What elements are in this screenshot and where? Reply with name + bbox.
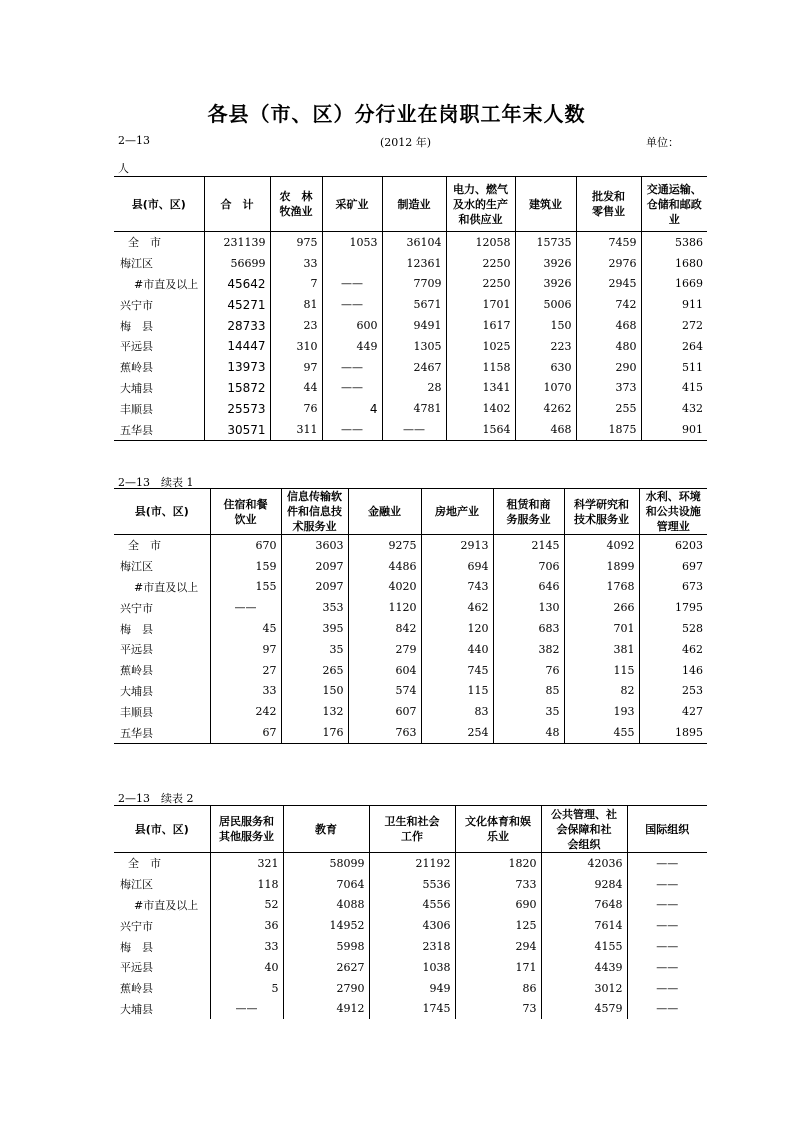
table-cell: 2097 <box>281 577 348 598</box>
column-header: 文化体育和娱 乐业 <box>455 806 541 853</box>
table-cell: 2976 <box>576 253 641 274</box>
table-cell: 120 <box>421 618 493 639</box>
table-row <box>114 315 707 336</box>
table-cell: 911 <box>641 294 707 315</box>
table-cell: 3926 <box>515 253 576 274</box>
table-cell: —— <box>627 895 707 916</box>
table-cell: 44 <box>270 378 322 399</box>
table-cell: 266 <box>564 597 639 618</box>
table-cell: 290 <box>576 357 641 378</box>
table-cell: 2145 <box>493 535 564 556</box>
row-label: 大埔县 <box>120 1002 153 1016</box>
table-cell: 742 <box>576 294 641 315</box>
table-cell: 1899 <box>564 556 639 577</box>
table-cell: 132 <box>281 701 348 722</box>
table-cell: 511 <box>641 357 707 378</box>
table-cell: 45 <box>210 618 281 639</box>
row-label: 丰顺县 <box>120 705 153 719</box>
table-cell: 1341 <box>446 378 515 399</box>
table-cell: 2790 <box>283 978 369 999</box>
table-cell: 1768 <box>564 577 639 598</box>
table-cell: 1701 <box>446 294 515 315</box>
row-label: 兴宁市 <box>120 601 153 615</box>
table-cell: 14952 <box>283 915 369 936</box>
table-row <box>114 357 707 378</box>
table-cell: 4781 <box>382 398 446 419</box>
table-row <box>114 597 707 618</box>
table-cell: 4020 <box>348 577 421 598</box>
table-cell: 975 <box>270 232 322 253</box>
table-cell: 745 <box>421 660 493 681</box>
column-header: 国际组织 <box>627 806 707 853</box>
table-cell: 395 <box>281 618 348 639</box>
table3-caption: 2—13 续表 2 <box>118 792 194 805</box>
table-cell: 231139 <box>204 232 270 253</box>
table-row <box>114 999 707 1020</box>
table-cell: 2097 <box>281 556 348 577</box>
table-row <box>114 398 707 419</box>
table-cell: 5 <box>210 978 283 999</box>
row-label: 平远县 <box>120 961 153 975</box>
table-cell: 701 <box>564 618 639 639</box>
table-cell: 9284 <box>541 874 627 895</box>
table-cell: 1617 <box>446 315 515 336</box>
table-cell: 97 <box>210 639 281 660</box>
table-cell: 33 <box>210 681 281 702</box>
table-cell: 607 <box>348 701 421 722</box>
table-cell: 2627 <box>283 957 369 978</box>
table-cell: 321 <box>210 853 283 874</box>
table-cell: 6203 <box>639 535 707 556</box>
table-cell: 462 <box>421 597 493 618</box>
table-cell: 1038 <box>369 957 455 978</box>
table-cell: 440 <box>421 639 493 660</box>
table-cell: 193 <box>564 701 639 722</box>
table-row <box>114 232 707 253</box>
table-cell: 2913 <box>421 535 493 556</box>
table-cell: 118 <box>210 874 283 895</box>
row-label: 兴宁市 <box>120 919 153 933</box>
table-row <box>114 936 707 957</box>
table-cell: 1070 <box>515 378 576 399</box>
row-label: 梅江区 <box>120 560 153 574</box>
table-cell: 1669 <box>641 274 707 295</box>
table-cell: 5386 <box>641 232 707 253</box>
table-cell: 1025 <box>446 336 515 357</box>
table-cell: 382 <box>493 639 564 660</box>
table-cell: 1120 <box>348 597 421 618</box>
table-cell: 67 <box>210 722 281 743</box>
table-cell: 15872 <box>204 378 270 399</box>
table-cell: 673 <box>639 577 707 598</box>
table-cell: 159 <box>210 556 281 577</box>
column-header: 租赁和商 务服务业 <box>493 489 564 535</box>
table-row <box>114 853 707 874</box>
table-cell: 35 <box>493 701 564 722</box>
table-cell: 56699 <box>204 253 270 274</box>
column-header: 制造业 <box>382 177 446 232</box>
row-label: 平远县 <box>120 643 153 657</box>
table-number: 2—13 <box>118 134 150 147</box>
column-header: 住宿和餐 饮业 <box>210 489 281 535</box>
table-cell: 33 <box>270 253 322 274</box>
table-cell: 7 <box>270 274 322 295</box>
table-cell <box>322 253 382 274</box>
row-label: #市直及以上 <box>134 277 199 291</box>
table-cell: 1680 <box>641 253 707 274</box>
table2-caption: 2—13 续表 1 <box>118 476 194 489</box>
table-cell: 223 <box>515 336 576 357</box>
table-row <box>114 639 707 660</box>
table-cell: 3603 <box>281 535 348 556</box>
table-cell: 763 <box>348 722 421 743</box>
table-cell: 81 <box>270 294 322 315</box>
table-cell: 85 <box>493 681 564 702</box>
table-cell: 2250 <box>446 274 515 295</box>
table-cell: 4088 <box>283 895 369 916</box>
table-cell: 48 <box>493 722 564 743</box>
table-cell: 4556 <box>369 895 455 916</box>
table-cell: 5536 <box>369 874 455 895</box>
column-header: 县(市、区) <box>114 806 210 853</box>
column-header: 信息传输软 件和信息技 术服务业 <box>281 489 348 535</box>
table-cell: 310 <box>270 336 322 357</box>
table-cell: 115 <box>564 660 639 681</box>
table-cell: 45642 <box>204 274 270 295</box>
table-cell: 4092 <box>564 535 639 556</box>
row-label: 全 市 <box>128 236 161 250</box>
table-cell: 294 <box>455 936 541 957</box>
table-cell: 574 <box>348 681 421 702</box>
table-row <box>114 253 707 274</box>
table-cell: 21192 <box>369 853 455 874</box>
table-row <box>114 419 707 440</box>
table-cell: —— <box>627 999 707 1020</box>
column-header: 县(市、区) <box>114 177 204 232</box>
table-cell: 35 <box>281 639 348 660</box>
table-cell: 7614 <box>541 915 627 936</box>
table-cell: —— <box>627 853 707 874</box>
table-cell: —— <box>322 294 382 315</box>
table-cell: 4155 <box>541 936 627 957</box>
table-cell: 683 <box>493 618 564 639</box>
table-cell: 743 <box>421 577 493 598</box>
column-header: 公共管理、社 会保障和社 会组织 <box>541 806 627 853</box>
table-row <box>114 874 707 895</box>
table-cell: 4 <box>322 398 382 419</box>
table-cell: 130 <box>493 597 564 618</box>
row-label: 五华县 <box>114 419 204 440</box>
table-cell: 76 <box>493 660 564 681</box>
table-cell: 150 <box>515 315 576 336</box>
column-header: 金融业 <box>348 489 421 535</box>
row-label: 梅江区 <box>120 878 153 892</box>
table-cell: 242 <box>210 701 281 722</box>
table-cell: 2467 <box>382 357 446 378</box>
table-cell: 468 <box>576 315 641 336</box>
table-row <box>114 660 707 681</box>
table-row <box>114 895 707 916</box>
table-cell: 4912 <box>283 999 369 1020</box>
table-main <box>114 176 707 441</box>
column-header: 合 计 <box>204 177 270 232</box>
table-cell: 5006 <box>515 294 576 315</box>
table-cell: 706 <box>493 556 564 577</box>
table-continued-2 <box>114 805 707 1019</box>
table-cell: 694 <box>421 556 493 577</box>
table-cell: 4486 <box>348 556 421 577</box>
table-cell: 1402 <box>446 398 515 419</box>
table-cell: 1053 <box>322 232 382 253</box>
table-cell: 480 <box>576 336 641 357</box>
table-cell: 9275 <box>348 535 421 556</box>
table-cell: 1564 <box>446 419 515 440</box>
row-label: 梅江区 <box>120 257 153 271</box>
table-cell: 115 <box>421 681 493 702</box>
table-cell: —— <box>322 419 382 440</box>
table-cell: 7648 <box>541 895 627 916</box>
table-row <box>114 535 707 556</box>
row-label: 梅 县 <box>120 940 153 954</box>
table-cell: 630 <box>515 357 576 378</box>
table-cell: 36104 <box>382 232 446 253</box>
table-cell: 600 <box>322 315 382 336</box>
row-label: 蕉岭县 <box>120 361 153 375</box>
table-cell: —— <box>322 357 382 378</box>
page-title: 各县（市、区）分行业在岗职工年末人数 <box>207 102 586 126</box>
row-label: 平远县 <box>120 340 153 354</box>
table-cell: 733 <box>455 874 541 895</box>
table-cell: 12058 <box>446 232 515 253</box>
table-cell: 3926 <box>515 274 576 295</box>
table-cell: 9491 <box>382 315 446 336</box>
unit-value: 人 <box>118 162 129 175</box>
table-cell: —— <box>210 999 283 1020</box>
table-row <box>114 556 707 577</box>
year-label: (2012 年) <box>380 136 432 149</box>
table-cell: 15735 <box>515 232 576 253</box>
table-cell: —— <box>210 597 281 618</box>
table-cell: —— <box>322 274 382 295</box>
row-label: 全 市 <box>128 857 161 871</box>
table-cell: 381 <box>564 639 639 660</box>
table-cell: 176 <box>281 722 348 743</box>
column-header: 交通运输、 仓储和邮政 业 <box>641 177 707 232</box>
table-cell: 901 <box>641 419 707 440</box>
table-cell: 5671 <box>382 294 446 315</box>
table-cell: 5998 <box>283 936 369 957</box>
table-cell: 415 <box>641 378 707 399</box>
table-cell: 7064 <box>283 874 369 895</box>
table-row <box>114 915 707 936</box>
table-cell: 1745 <box>369 999 455 1020</box>
table-cell: 73 <box>455 999 541 1020</box>
table-cell: 4262 <box>515 398 576 419</box>
table-cell: 697 <box>639 556 707 577</box>
table-row <box>114 722 707 743</box>
table-cell: 253 <box>639 681 707 702</box>
table-cell: 4306 <box>369 915 455 936</box>
table-cell: 3012 <box>541 978 627 999</box>
row-label: 大埔县 <box>120 684 153 698</box>
table-cell: 4579 <box>541 999 627 1020</box>
table-cell: 1158 <box>446 357 515 378</box>
row-label: #市直及以上 <box>134 580 199 594</box>
table-cell: —— <box>627 978 707 999</box>
row-label: 蕉岭县 <box>120 664 153 678</box>
table-row <box>114 577 707 598</box>
table-cell: 690 <box>455 895 541 916</box>
column-header: 电力、燃气 及水的生产 和供应业 <box>446 177 515 232</box>
row-label: 丰顺县 <box>120 402 153 416</box>
unit-label: 单位： <box>646 136 679 149</box>
column-header: 批发和 零售业 <box>576 177 641 232</box>
table-cell: 2945 <box>576 274 641 295</box>
row-label: 梅 县 <box>120 319 153 333</box>
column-header: 教育 <box>283 806 369 853</box>
table-cell: 171 <box>455 957 541 978</box>
table-cell: 670 <box>210 535 281 556</box>
table-row <box>114 957 707 978</box>
table-cell: 427 <box>639 701 707 722</box>
table-cell: 7709 <box>382 274 446 295</box>
table-cell: 30571 <box>204 419 270 440</box>
column-header: 房地产业 <box>421 489 493 535</box>
table-cell: 311 <box>270 419 322 440</box>
table-cell: 150 <box>281 681 348 702</box>
table-cell: 28733 <box>204 315 270 336</box>
table-row <box>114 681 707 702</box>
table-row <box>114 378 707 399</box>
table-cell: 528 <box>639 618 707 639</box>
table-continued-1 <box>114 488 707 744</box>
table-cell: 842 <box>348 618 421 639</box>
row-label: 全 市 <box>128 539 161 553</box>
table-cell: —— <box>382 419 446 440</box>
table-cell: 45271 <box>204 294 270 315</box>
table-cell: 949 <box>369 978 455 999</box>
column-header: 建筑业 <box>515 177 576 232</box>
table-cell: —— <box>322 378 382 399</box>
table-cell: 146 <box>639 660 707 681</box>
table-cell: 264 <box>641 336 707 357</box>
table-cell: 1305 <box>382 336 446 357</box>
row-label: #市直及以上 <box>134 898 199 912</box>
table-cell: 254 <box>421 722 493 743</box>
table-cell: 82 <box>564 681 639 702</box>
table-cell: 13973 <box>204 357 270 378</box>
table-cell: 42036 <box>541 853 627 874</box>
table-cell: 462 <box>639 639 707 660</box>
table-cell: 97 <box>270 357 322 378</box>
table-cell: 12361 <box>382 253 446 274</box>
table-row <box>114 618 707 639</box>
column-header: 农 林 牧渔业 <box>270 177 322 232</box>
table-cell: 1820 <box>455 853 541 874</box>
table-cell: 1795 <box>639 597 707 618</box>
table-cell: 646 <box>493 577 564 598</box>
table-cell: 40 <box>210 957 283 978</box>
table-row <box>114 701 707 722</box>
table-cell: 86 <box>455 978 541 999</box>
table-cell: 36 <box>210 915 283 936</box>
table-cell: 155 <box>210 577 281 598</box>
table-cell: 4439 <box>541 957 627 978</box>
table-cell: 279 <box>348 639 421 660</box>
table-cell: —— <box>627 936 707 957</box>
column-header: 居民服务和 其他服务业 <box>210 806 283 853</box>
column-header: 采矿业 <box>322 177 382 232</box>
table-cell: 1875 <box>576 419 641 440</box>
table-cell: 52 <box>210 895 283 916</box>
table-cell: 353 <box>281 597 348 618</box>
column-header: 科学研究和 技术服务业 <box>564 489 639 535</box>
row-label: 兴宁市 <box>120 298 153 312</box>
table-cell: 373 <box>576 378 641 399</box>
table-row <box>114 294 707 315</box>
table-cell: 255 <box>576 398 641 419</box>
table-cell: 272 <box>641 315 707 336</box>
table-cell: 125 <box>455 915 541 936</box>
table-row <box>114 274 707 295</box>
table-cell: 23 <box>270 315 322 336</box>
table-cell: 2250 <box>446 253 515 274</box>
table-cell: 33 <box>210 936 283 957</box>
table-cell: 265 <box>281 660 348 681</box>
row-label: 蕉岭县 <box>120 982 153 996</box>
table-cell: 468 <box>515 419 576 440</box>
row-label: 大埔县 <box>120 381 153 395</box>
table-row <box>114 978 707 999</box>
table-cell: —— <box>627 915 707 936</box>
table-cell: 76 <box>270 398 322 419</box>
table-cell: 25573 <box>204 398 270 419</box>
table-cell: —— <box>627 957 707 978</box>
table-cell: 83 <box>421 701 493 722</box>
row-label: 五华县 <box>114 722 210 743</box>
table-cell: 432 <box>641 398 707 419</box>
table-cell: 455 <box>564 722 639 743</box>
column-header: 卫生和社会 工作 <box>369 806 455 853</box>
table-cell: 449 <box>322 336 382 357</box>
table-row <box>114 336 707 357</box>
table-cell: 7459 <box>576 232 641 253</box>
column-header: 县(市、区) <box>114 489 210 535</box>
table-cell: 27 <box>210 660 281 681</box>
table-cell: 1895 <box>639 722 707 743</box>
table-cell: 58099 <box>283 853 369 874</box>
table-cell: 2318 <box>369 936 455 957</box>
table-cell: —— <box>627 874 707 895</box>
table-cell: 14447 <box>204 336 270 357</box>
table-cell: 28 <box>382 378 446 399</box>
row-label: 梅 县 <box>120 622 153 636</box>
table-cell: 604 <box>348 660 421 681</box>
column-header: 水利、环境 和公共设施 管理业 <box>639 489 707 535</box>
